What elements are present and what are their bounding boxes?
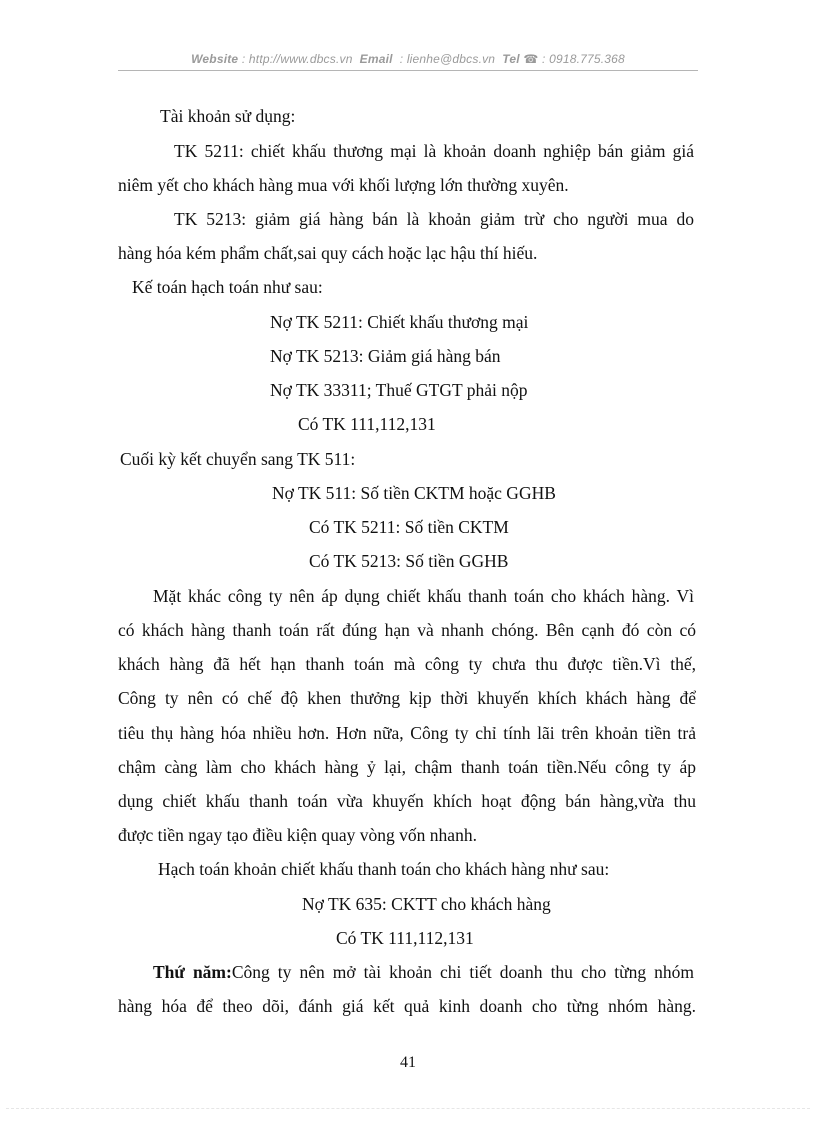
page-header [118,52,698,66]
journal-entry-line-9: Có TK 111,112,131 [336,928,474,948]
text-line-11: Cuối kỳ kết chuyển sang TK 511: [120,449,356,469]
paragraph-thu-nam-line-2: hàng hóa để theo dõi, đánh giá kết quả kinh doanh cho từng nhóm hàng. [118,996,696,1016]
text-line-4: TK 5213: giảm giá hàng bán là khoản giảm trừ cho người mua do [174,209,694,229]
section-label-thu-nam: Thứ năm: [153,962,232,982]
text-line-6: Kế toán hạch toán như sau: [132,277,323,297]
header-divider [118,70,698,71]
text-line-1: Tài khoản sử dụng: [160,106,296,126]
journal-entry-line-2: Nợ TK 5213: Giảm giá hàng bán [270,346,501,366]
paragraph-line-8: được tiền ngay tạo điều kiện quay vòng vốn nhanh. [118,825,477,845]
website-label: Website [191,52,239,66]
email-label: Email [359,52,393,66]
paragraph-thu-nam-text: Công ty nên mở tài khoản chi tiết doanh thu cho từng nhóm [231,962,695,982]
paragraph-line-6: chậm càng làm cho khách hàng ỷ lại, chậm thanh toán tiền.Nếu công ty áp [118,757,696,777]
text-line-23: Hạch toán khoản chiết khấu thanh toán cho khách hàng như sau: [158,859,610,879]
paragraph-line-7: dụng chiết khấu thanh toán vừa khuyến khích hoạt động bán hàng,vừa thu [118,791,696,811]
page-number: 41 [400,1054,416,1071]
email-value: : lienhe@dbcs.vn [399,52,496,66]
paragraph-line-1: Mặt khác công ty nên áp dụng chiết khấu thanh toán cho khách hàng. Vì [153,586,694,606]
journal-entry-line-7: Có TK 5213: Số tiền GGHB [309,551,509,571]
page-bottom-border [6,1108,810,1109]
paragraph-line-5: tiêu thụ hàng hóa nhiều hơn. Hơn nữa, Công ty chỉ tính lãi trên khoản tiền trả [118,723,696,743]
journal-entry-line-4: Có TK 111,112,131 [298,414,436,434]
tel-label: Tel [502,52,520,66]
website-value: : http://www.dbcs.vn [241,52,353,66]
paragraph-line-3: khách hàng đã hết hạn thanh toán mà công ty chưa thu được tiền.Vì thế, [118,654,696,674]
text-line-2: TK 5211: chiết khấu thương mại là khoản doanh nghiệp bán giảm giá [174,141,694,161]
tel-value: : 0918.775.368 [542,52,625,66]
journal-entry-line-6: Có TK 5211: Số tiền CKTM [309,517,509,537]
telephone-icon: ☎ [523,52,539,66]
journal-entry-line-5: Nợ TK 511: Số tiền CKTM hoặc GGHB [272,483,556,503]
journal-entry-line-1: Nợ TK 5211: Chiết khấu thương mại [270,312,529,332]
paragraph-thu-nam-line-1 [153,961,694,983]
journal-entry-line-8: Nợ TK 635: CKTT cho khách hàng [302,894,551,914]
text-line-5: hàng hóa kém phẩm chất,sai quy cách hoặc lạc hậu thí hiếu. [118,243,538,263]
journal-entry-line-3: Nợ TK 33311; Thuế GTGT phải nộp [270,380,528,400]
text-line-3: niêm yết cho khách hàng mua với khối lượng lớn thường xuyên. [118,175,569,195]
paragraph-line-4: Công ty nên có chế độ khen thưởng kịp thời khuyến khích khách hàng để [118,688,696,708]
paragraph-line-2: có khách hàng thanh toán rất đúng hạn và nhanh chóng. Bên cạnh đó còn có [118,620,696,640]
